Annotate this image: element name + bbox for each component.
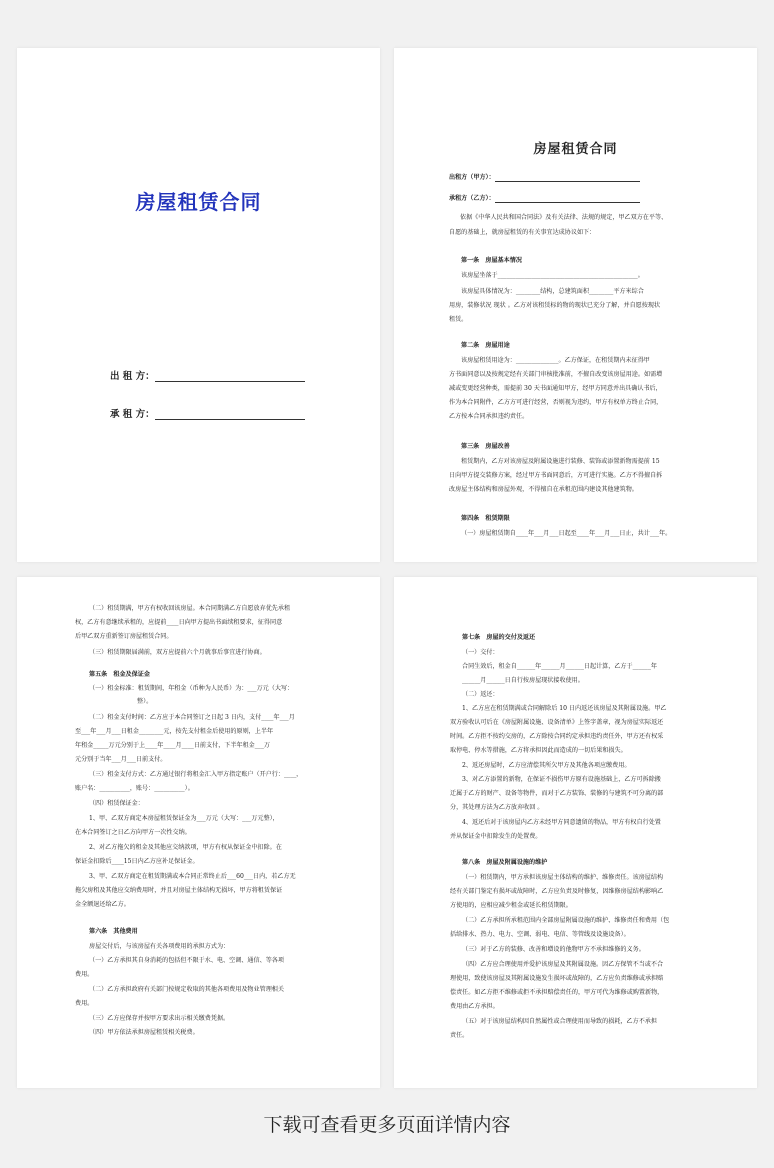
- page3-line: 费用。: [75, 971, 94, 978]
- page4-line: （四）乙方应合理使用并爱护该房屋及其附属设施。因乙方保管不当或不合: [462, 961, 664, 968]
- page4-line: 4、返还后对于该房屋内乙方未经甲方同意遗留的物品，甲方有权自行处置: [462, 819, 661, 826]
- page4-line: 理使用，致使该房屋及其附属设施发生损坏或故障的，乙方应负责维修或承担赔: [450, 975, 664, 982]
- contract-page-4: [394, 577, 757, 1088]
- page4-line: ______月______日自行按房屋现状接收使用。: [462, 677, 584, 684]
- page3-line: （三）租金支付方式：乙方通过银行将租金汇入甲方指定账户（开户行：____，: [89, 771, 303, 778]
- page4-line: （二）乙方承担所承租范围内全部房屋附属设施的维护、维修责任和费用（包: [462, 917, 670, 924]
- page3-line: 1、甲、乙双方商定本房屋租赁保证金为___万元（大写：___万元整），: [89, 815, 279, 822]
- page3-line: （四）租赁保证金：: [89, 800, 144, 807]
- page2-line: 作为本合同附件，乙方方可进行经营，否则视为违约，甲方有权单方终止合同，: [449, 399, 663, 406]
- page2-line: 方书面同意以及按规定经有关部门审核批准前，不擅自改变该房屋用途。如需增: [449, 371, 663, 378]
- page4-line: 括给排水、热力、电力、空调、弱电、电信、等管线及设施设备）。: [450, 931, 630, 938]
- cover-page: [17, 48, 380, 562]
- section-heading: 第二条 房屋用途: [461, 342, 510, 349]
- page4-line: 责任。: [450, 1032, 469, 1039]
- lessee-line-blank: [495, 195, 640, 203]
- page4-line: 取停电、停水等措施，乙方将承担因此而造成的一切后果和损失。: [450, 747, 627, 754]
- page2-line: 乙方按本合同承担违约责任。: [449, 413, 529, 420]
- section-heading: 第七条 房屋的交付及返还: [462, 634, 536, 641]
- contract-page-2: [394, 48, 757, 562]
- page3-line: （二）乙方承担政府有关部门按规定收取的其他各项费用及物业管理相关: [89, 986, 284, 993]
- page3-line: （三）乙方应保存并按甲方要求出示相关缴费凭据。: [89, 1015, 230, 1022]
- page4-line: （五）对于该房屋结构因自然属性或合理使用而导致的损耗，乙方不承担: [462, 1018, 657, 1025]
- page4-line: 偿责任。如乙方拒不维修或拒不承担赔偿责任的，甲方可代为维修或购置新物，: [450, 989, 664, 996]
- page3-line: （一）租金标准：租赁期间，年租金（币种为人民币）为：___万元（大写：: [89, 685, 294, 692]
- page4-line: （一）交付：: [462, 649, 499, 656]
- page2-line: 减或变更经营种类，需提前 30 天书面通知甲方，经甲方同意并出具确认书后，: [449, 385, 662, 392]
- page3-line: （三）租赁期限届满前，双方应提前六个月就事后事宜进行协商。: [89, 649, 266, 656]
- section-heading: 第八条 房屋及附属设施的维护: [462, 859, 548, 866]
- page4-line: 双方验收认可后在《房屋附属设施、设备清单》上签字盖章，视为房屋实际返还: [450, 719, 664, 726]
- page2-title: 房屋租赁合同: [533, 142, 618, 157]
- page4-line: 费用由乙方承担。: [450, 1003, 499, 1010]
- page2-line: [449, 195, 640, 203]
- section-heading: 第五条 租金及保证金: [89, 671, 150, 678]
- page3-line: （四）甲方依法承担房屋租赁相关税费。: [89, 1029, 199, 1036]
- lessee-line-label: 承租方（乙方）：: [449, 195, 495, 202]
- page2-line: 日向甲方提交装修方案，经过甲方书面同意后，方可进行实施。乙方不得擅自拆: [449, 472, 663, 479]
- page2-line: 租赁期内，乙方对该房屋及附属设施进行装修、装饰或添置新物需提前 15: [461, 458, 660, 465]
- page2-line: 改房屋主体结构和房屋外观，不得擅自在承租范围内建设其他建筑物。: [449, 486, 638, 493]
- page4-line: 经有关部门鉴定有损坏或故障时，乙方应负责及时修复，因维修房屋结构影响乙: [450, 888, 664, 895]
- page2-line: 租赁。: [449, 316, 468, 323]
- page3-line: 账户名：__________，账号：__________）。: [75, 785, 194, 792]
- page2-line: 依据《中华人民共和国合同法》及有关法律、法规的规定，甲乙双方在平等、: [460, 214, 668, 221]
- page2-line: 用房，装修状况 现状 。乙方对该租赁标的物的现状已充分了解，并自愿按现状: [449, 302, 661, 309]
- page3-line: 整）。: [137, 698, 153, 705]
- page4-line: 迁属于乙方的财产、设备等物件，而对于乙方装饰、装修的与建筑不可分离的部: [450, 790, 664, 797]
- lessor-line-label: 出租方（甲方）：: [449, 174, 495, 181]
- page2-line: 该房屋租赁用途为：______________。乙方保证，在租赁期内未征得甲: [461, 357, 650, 364]
- page3-line: 房屋交付后，与该房屋有关各项费用的承担方式为：: [89, 943, 230, 950]
- page3-line: 费用。: [75, 1000, 94, 1007]
- page3-line: （二）租金支付时间：乙方应于本合同签订之日起 3 日内，支付____年___月: [89, 714, 295, 721]
- section-heading: 第一条 房屋基本情况: [461, 257, 522, 264]
- page2-line: 该房屋具体情况为：________结构，总建筑面积________平方米综合: [461, 288, 644, 295]
- page3-line: 年租金_____万元分别于上____年____月____日前支付，下半年租金___万: [75, 742, 270, 749]
- page4-line: （一）租赁期内，甲方承担该房屋主体结构的维护、维修责任。该房屋结构: [462, 874, 664, 881]
- page4-line: （二）返还：: [462, 691, 499, 698]
- lessor-blank: [155, 371, 305, 382]
- page4-line: 1、乙方应在租赁期满或合同解除后 10 日内返还该房屋及其附属设施。甲乙: [462, 705, 667, 712]
- lessor-line-blank: [495, 174, 640, 182]
- page4-line: 2、返还房屋时，乙方应清偿其所欠甲方及其他各项应缴费用。: [462, 762, 631, 769]
- page3-line: 元分别于当年___月___日前支付。: [75, 756, 167, 763]
- page3-line: 2、对乙方拖欠的租金及其他应交纳款项，甲方有权从保证金中扣除。在: [89, 844, 282, 851]
- page4-line: 合同生效后，租金自______年______月______日起计算，乙方于______年: [462, 663, 657, 670]
- cover-title: 房屋租赁合同: [135, 190, 262, 214]
- contract-page-3: [17, 577, 380, 1088]
- page3-line: （一）乙方承担其自身消耗的包括但不限于水、电、空调、通信、等各项: [89, 957, 284, 964]
- page3-line: 至___年___月___日租金________元，按先支付租金后使用的原则，上半年: [75, 728, 274, 735]
- page3-line: 保证金扣除后____15日内乙方应补足保证金。: [75, 858, 199, 865]
- section-heading: 第六条 其他费用: [89, 928, 138, 935]
- page4-line: 并从保证金中扣除发生的处置费。: [450, 833, 542, 840]
- lessee-blank: [155, 409, 305, 420]
- page2-line: 自愿的基础上，就房屋租赁的有关事宜达成协议如下：: [449, 229, 596, 236]
- page3-line: （二）租赁期满，甲方有权收回该房屋。本合同期满乙方自愿放弃优先承租: [89, 605, 291, 612]
- page3-line: 金全额退还给乙方。: [75, 901, 130, 908]
- page2-line: （一）房屋租赁期自____年___月___日起至____年___月___日止，共计___年。: [461, 530, 672, 537]
- page4-line: 时间。乙方拒不按约交房的，乙方除按合同约定承担违约责任外，甲方还有权采: [450, 733, 664, 740]
- page4-line: 方使用的，应相应减少租金或延长租赁期限。: [450, 902, 572, 909]
- page3-line: 拖欠房租及其他应交纳费用时，并且对房屋主体结构无损坏，甲方将租赁保证: [75, 887, 283, 894]
- lessor-field: [110, 368, 305, 382]
- page2-line: [449, 174, 640, 182]
- section-heading: 第四条 租赁期限: [461, 515, 510, 522]
- lessee-label: 承 租 方：: [110, 409, 155, 420]
- page3-line: 在本合同签订之日乙方向甲方一次性交纳。: [75, 829, 191, 836]
- page4-line: （三）对于乙方的装修、改善和增设的他物甲方不承担维修的义务。: [462, 946, 645, 953]
- lessee-field: [110, 406, 305, 420]
- page4-line: 3、对乙方添置的新物，在保证不损伤甲方原有设施基础上，乙方可拆除搬: [462, 776, 661, 783]
- section-heading: 第三条 房屋改善: [461, 443, 510, 450]
- download-more-caption: 下载可查看更多页面详情内容: [263, 1114, 511, 1136]
- page3-line: 后甲乙双方重新签订房屋租赁合同。: [75, 633, 173, 640]
- lessor-label: 出 租 方：: [110, 371, 155, 382]
- page3-line: 权，乙方有意继续承租的，应提前____日向甲方提出书面续租要求，征得同意: [75, 619, 283, 626]
- page2-line: 该房屋坐落于______________________________________________。: [461, 272, 644, 279]
- page4-line: 分，其处理方法为乙方放弃收回 。: [450, 804, 544, 811]
- page3-line: 3、甲、乙双方商定在租赁期满或本合同正常终止后___60___日内，若乙方无: [89, 873, 296, 880]
